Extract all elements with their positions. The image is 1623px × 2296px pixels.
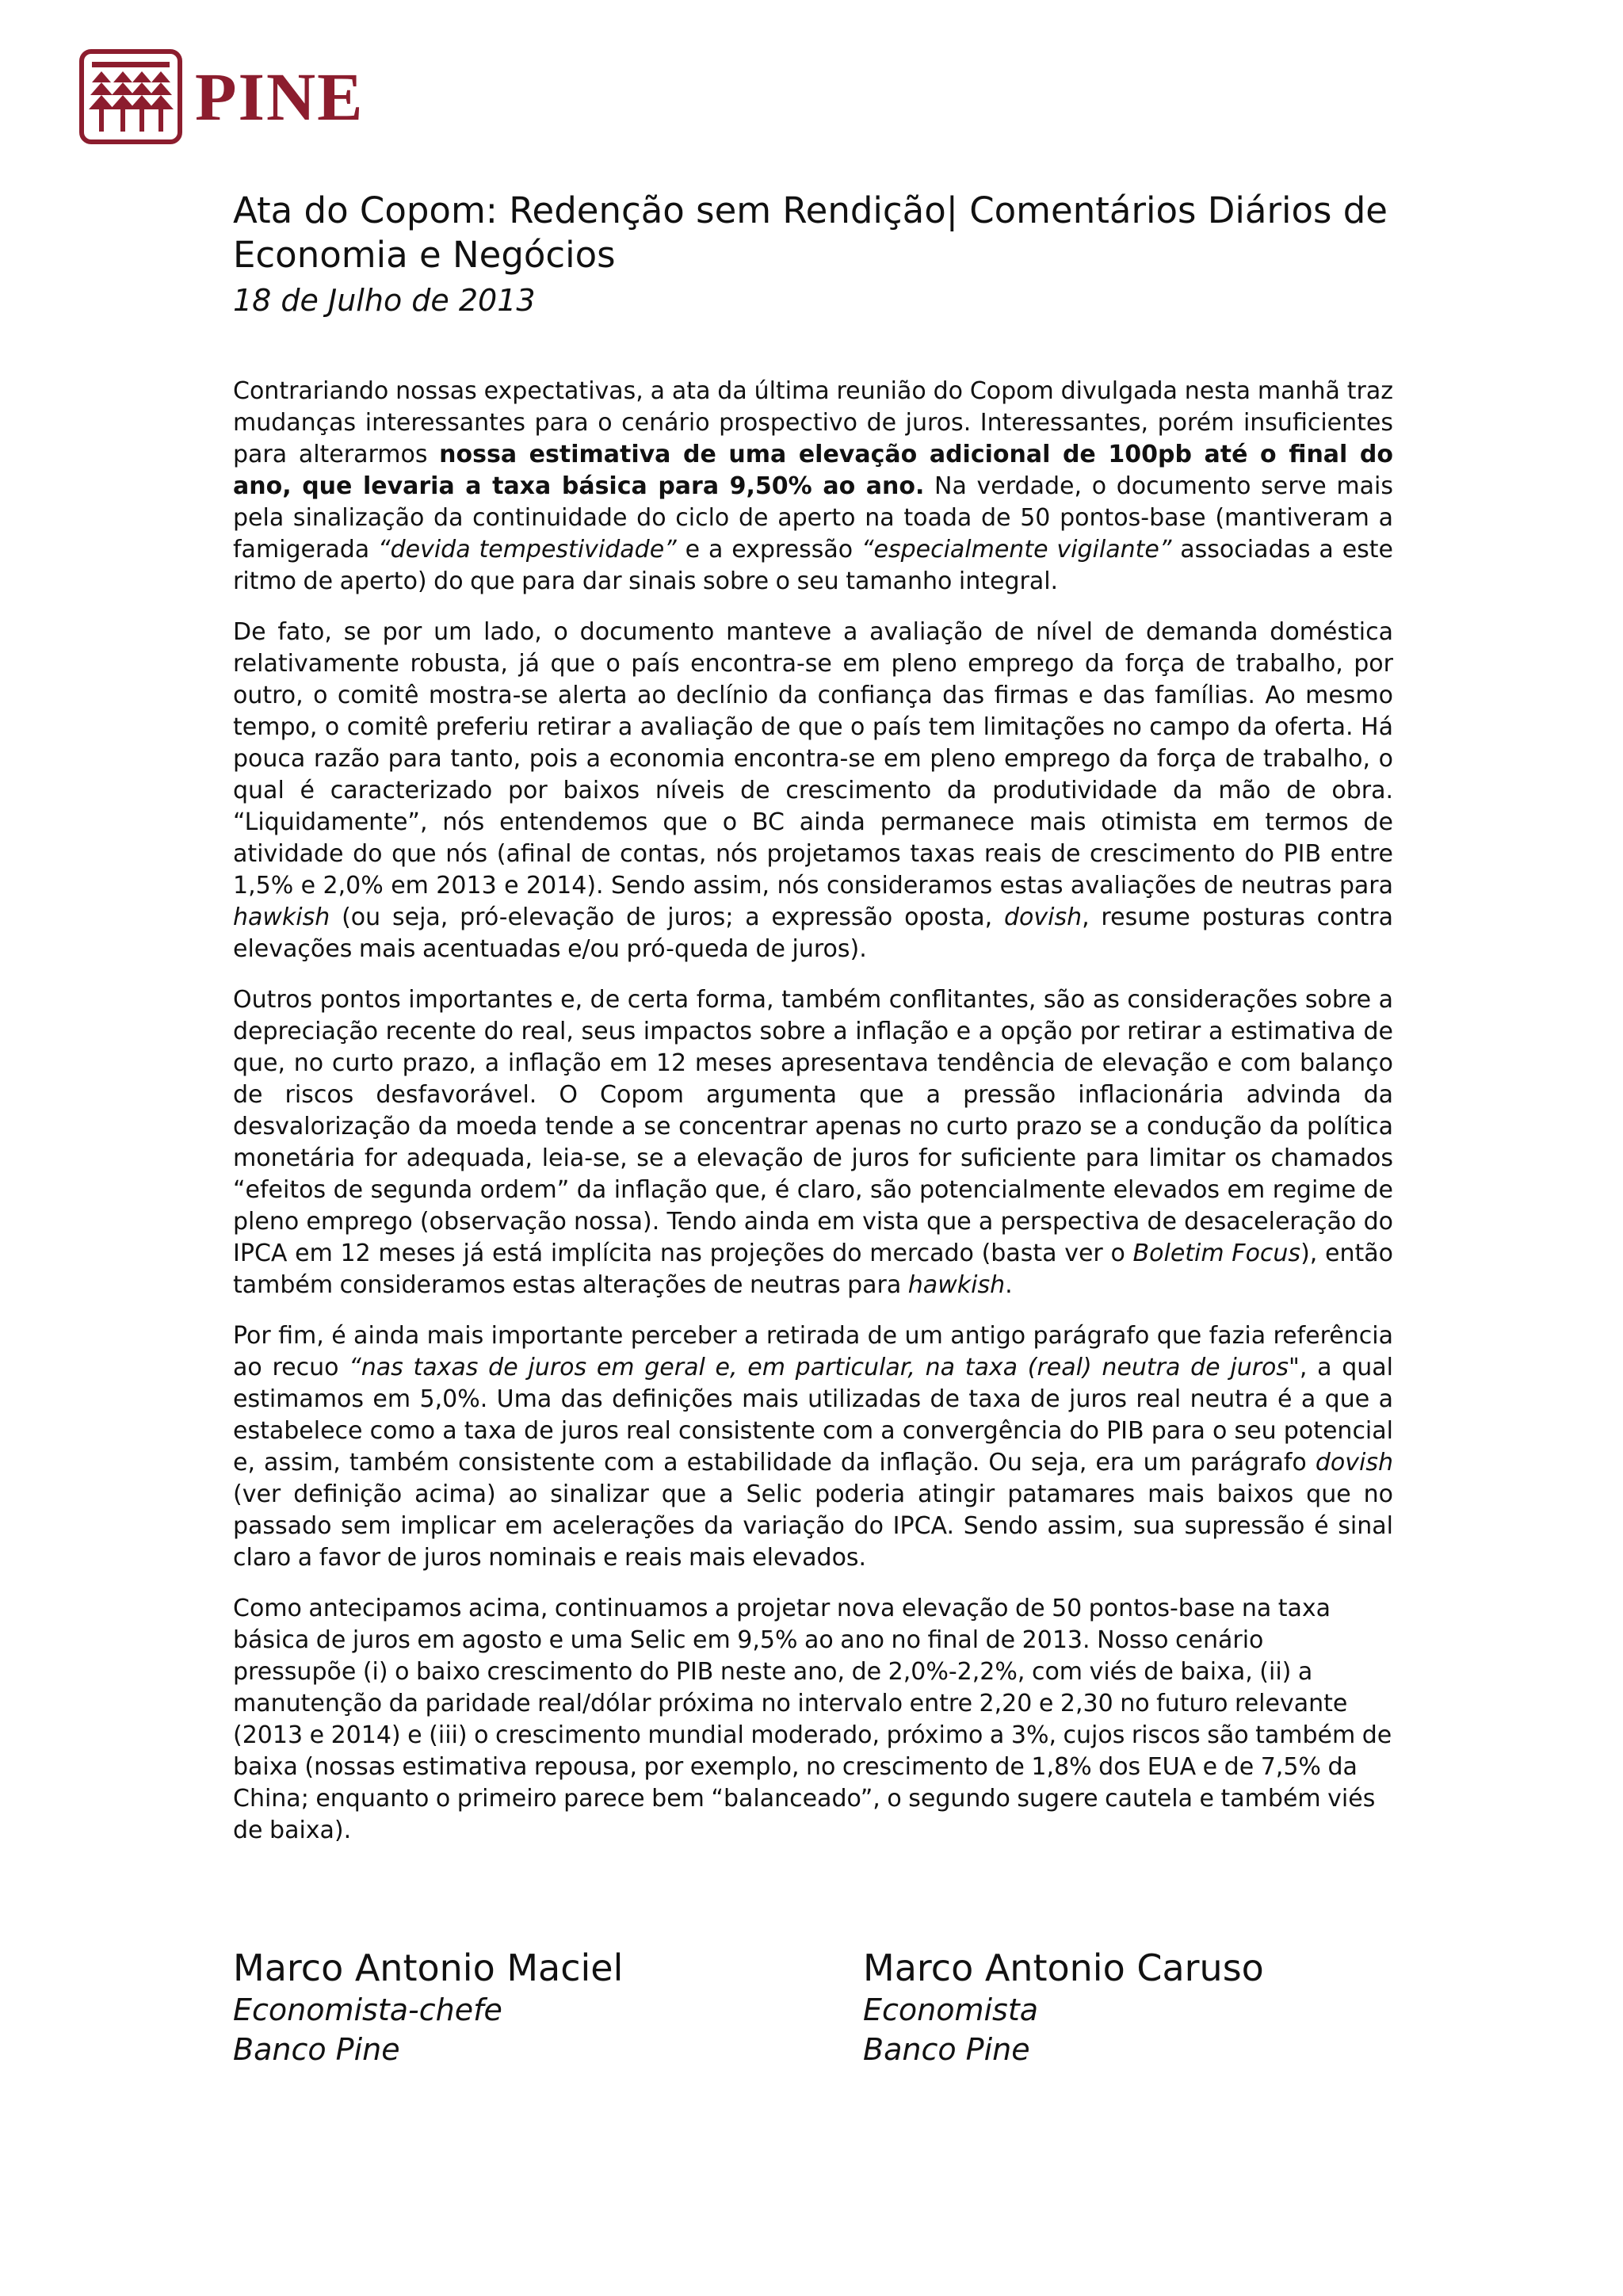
bold-text: nossa estimativa de uma elevação adicional de 100pb até o final do ano, que levaria a taxa básica para 9,50% ao ano. — [233, 441, 1393, 500]
signature-block — [233, 1946, 863, 2069]
pine-logo — [79, 49, 364, 144]
paragraph: Como antecipamos acima, continuamos a projetar nova elevação de 50 pontos-base na taxa básica de juros em agosto e uma Selic em 9,5% ao ano no final de 2013. Nosso cenário pressupõe (i) o baixo crescimento do PIB neste ano, de 2,0%-2,2%, com viés de baixa, (ii) a manutenção da paridade real/dólar próxima no intervalo entre 2,20 e 2,30 no futuro relevante (2013 e 2014) e (iii) o crescimento mundial moderado, próximo a 3%, cujos riscos são também de baixa (nossas estimativa repousa, por exemplo, no crescimento de 1,8% dos EUA e de 7,5% da China; enquanto o primeiro parece bem “balanceado”, o segundo sugere cautela e também viés de baixa). — [233, 1595, 1392, 1844]
article-title: Ata do Copom: Redenção sem Rendição| Comentários Diários de Economia e Negócios — [233, 189, 1388, 276]
paragraph: Outros pontos importantes e, de certa forma, também conflitantes, são as considerações sobre a depreciação recente do real, seus impactos sobre a inflação e a opção por retirar a estimativa de que, no curto prazo, a inflação em 12 meses apresentava tendência de elevação e com balanço de riscos desfavorável. O Copom argumenta que a pressão inflacionária advinda da desvalorização da moeda tende a se concentrar apenas no curto prazo se a condução da política monetária for adequada, leia-se, se a elevação de juros for suficiente para limitar os chamados “efeitos de segunda ordem” da inflação que, é claro, são potencialmente elevados em regime de pleno emprego (observação nossa). Tendo ainda em vista que a perspectiva de desaceleração do IPCA em 12 meses já está implícita nas projeções do mercado (basta ver o Boletim Focus), então também consideramos estas alterações de neutras para hawkish. — [233, 986, 1393, 1299]
article-body — [233, 376, 1393, 1847]
italic-text: dovish — [1003, 904, 1083, 931]
italic-text: dovish — [1315, 1449, 1393, 1477]
signature-company: Banco Pine — [233, 2032, 400, 2067]
italic-text: “nas taxas de juros em geral e, em particular, na taxa (real) neutra de juros" — [349, 1354, 1300, 1381]
signature-role: Economista-chefe — [233, 1992, 502, 2027]
paragraph: De fato, se por um lado, o documento manteve a avaliação de nível de demanda doméstica relativamente robusta, já que o país encontra-se em pleno emprego da força de trabalho, por outro, o comitê mostra-se alerta ao declínio da confiança das firmas e das famílias. Ao mesmo tempo, o comitê preferiu retirar a avaliação de que o país tem limitações no campo da oferta. Há pouca razão para tanto, pois a economia encontra-se em pleno emprego da força de trabalho, o qual é caracterizado por baixos níveis de crescimento da produtividade da mão de obra. “Liquidamente”, nós entendemos que o BC ainda permanece mais otimista em termos de atividade do que nós (afinal de contas, nós projetamos taxas reais de crescimento do PIB entre 1,5% e 2,0% em 2013 e 2014). Sendo assim, nós consideramos estas avaliações de neutras para hawkish (ou seja, pró-elevação de juros; a expressão oposta, dovish, resume posturas contra elevações mais acentuadas e/ou pró-queda de juros). — [233, 618, 1393, 963]
signatures — [233, 1946, 1390, 2069]
signature-block — [863, 1946, 1386, 2069]
signature-name: Marco Antonio Maciel — [233, 1946, 624, 1989]
signature-role: Economista — [863, 1992, 1039, 2027]
italic-text: hawkish — [907, 1271, 1006, 1299]
paragraph: Por fim, é ainda mais importante perceber a retirada de um antigo parágrafo que fazia referência ao recuo “nas taxas de juros em geral e, em particular, na taxa (real) neutra de juros", a qual estimamos em 5,0%. Uma das definições mais utilizadas de taxa de juros real neutra é a que a estabelece como a taxa de juros real consistente com a convergência do PIB para o seu potencial e, assim, também consistente com a estabilidade da inflação. Ou seja, era um parágrafo dovish (ver definição acima) ao sinalizar que a Selic poderia atingir patamares mais baixos que no passado sem implicar em acelerações da variação do IPCA. Sendo assim, sua supressão é sinal claro a favor de juros nominais e reais mais elevados. — [233, 1322, 1393, 1572]
article — [233, 189, 1393, 1866]
italic-text: “especialmente vigilante” — [861, 536, 1172, 563]
italic-text: “devida tempestividade” — [378, 536, 677, 563]
pine-trees-logo-icon — [79, 49, 182, 144]
article-date: 18 de Julho de 2013 — [233, 283, 536, 318]
italic-text: hawkish — [233, 904, 330, 931]
paragraph: Contrariando nossas expectativas, a ata da última reunião do Copom divulgada nesta manhã traz mudanças interessantes para o cenário prospectivo de juros. Interessantes, porém insuficientes para alterarmos nossa estimativa de uma elevação adicional de 100pb até o final do ano, que levaria a taxa básica para 9,50% ao ano. Na verdade, o documento serve mais pela sinalização da continuidade do ciclo de aperto na toada de 50 pontos-base (mantiveram a famigerada “devida tempestividade” e a expressão “especialmente vigilante” associadas a este ritmo de aperto) do que para dar sinais sobre o seu tamanho integral. — [233, 377, 1393, 595]
italic-text: Boletim Focus — [1132, 1240, 1301, 1267]
signature-name: Marco Antonio Caruso — [863, 1946, 1264, 1989]
logo-text: PINE — [195, 59, 365, 135]
signature-company: Banco Pine — [863, 2032, 1030, 2067]
